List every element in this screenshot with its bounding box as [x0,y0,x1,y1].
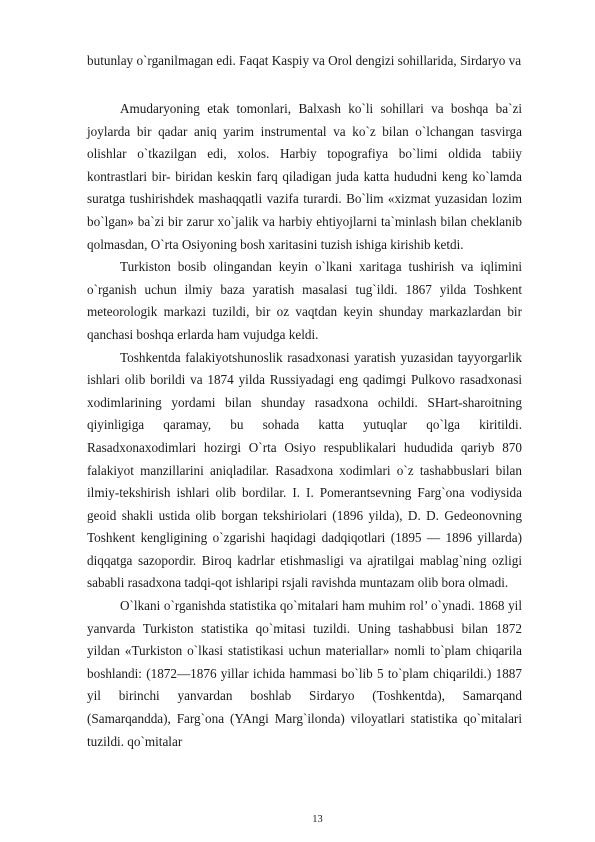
body-text [87,98,522,753]
paragraph: Toshkentda falakiyotshunoslik rasadxonasi yaratish yuzasidan tayyorgarlik ishlari olib borildi va 1874 yilda Russiyadagi eng qadimgi Pulkovo rasadxonasi xodimlarining yordami bilan shunday rasadxona ochildi. SHart-sharoitning qiyinligiga qaramay, bu sohada katta yutuqlar qo`lga kiritildi. Rasadxonaxodimlari hozirgi O`rta Osiyo respublikalari hududida qariyb 870 falakiyot manzillarini aniqladilar. Rasadxona xodimlari o`z tashabbuslari bilan ilmiy-tekshirish ishlari olib bordilar. I. I. Pomerantsevning Farg`ona vodiysida geoid shakli ustida olib borgan tekshiriolari (1896 yilda), D. D. Gedeonovning Toshkent kengligining o`zgarishi haqidagi dadqiqotlari (1895 — 1896 yillarda) diqqatga sazopordir. Biroq kadrlar etishmasligi va ajratilgai mablag`ning ozligi sababli rasadxona tadqi-qot ishlaripi rsjali ravishda muntazam olib bora olmadi. [87,349,522,591]
paragraph: O`lkani o`rganishda statistika qo`mitalari ham muhim rol’ o`ynadi. 1868 yil yanvarda Turkiston statistika qo`mitasi tuzildi. Uning tashabbusi bilan 1872 yildan «Turkiston o`lkasi statistikasi uchun materiallar» nomli to`plam chiqarila boshlandi: (1872—1876 yillar ichida hammasi bo`lib 5 to`plam chiqarildi.) 1887 yil birinchi yanvardan boshlab Sirdaryo (Toshkentda), Samarqand (Samarqandda), Farg`ona (YAngi Marg`ilonda) viloyatlari statistika qo`mitalari tuzildi. qo`mitalar [87,598,522,749]
paragraph: Amudaryoning etak tomonlari, Balxash ko`li sohillari va boshqa ba`zi joylarda bir qadar aniq yarim instrumental va ko`z bilan o`lchangan tasvirga olishlar o`tkazilgan edi, xolos. Harbiy topografiya bo`limi oldida tabiiy kontrastlari bir- biridan keskin farq qiladigan juda katta hududni keng ko`lamda suratga tushirishdek mashaqqatli vazifa turardi. Bo`lim «xizmat yuzasidan lozim bo`lgan» ba`zi bir zarur xo`jalik va harbiy ehtiyojlarni ta`minlash bilan cheklanib qolmasdan, O`rta Osiyoning bosh xaritasini tuzish ishiga kirishib ketdi. [87,101,522,252]
paragraph: Turkiston bosib olingandan keyin o`lkani xaritaga tushirish va iqlimini o`rganish uchun ilmiy baza yaratish masalasi tug`ildi. 1867 yilda Toshkent meteorologik markazi tuzildi, bir oz vaqtdan keyin shunday markazlardan bir qanchasi boshqa erlarda ham vujudga keldi. [87,259,522,342]
page-number: 13 [312,814,323,825]
continuation-line: butunlay o`rganilmagan edi. Faqat Kaspiy va Orol dengizi sohillarida, Sirdaryo va [87,53,522,68]
